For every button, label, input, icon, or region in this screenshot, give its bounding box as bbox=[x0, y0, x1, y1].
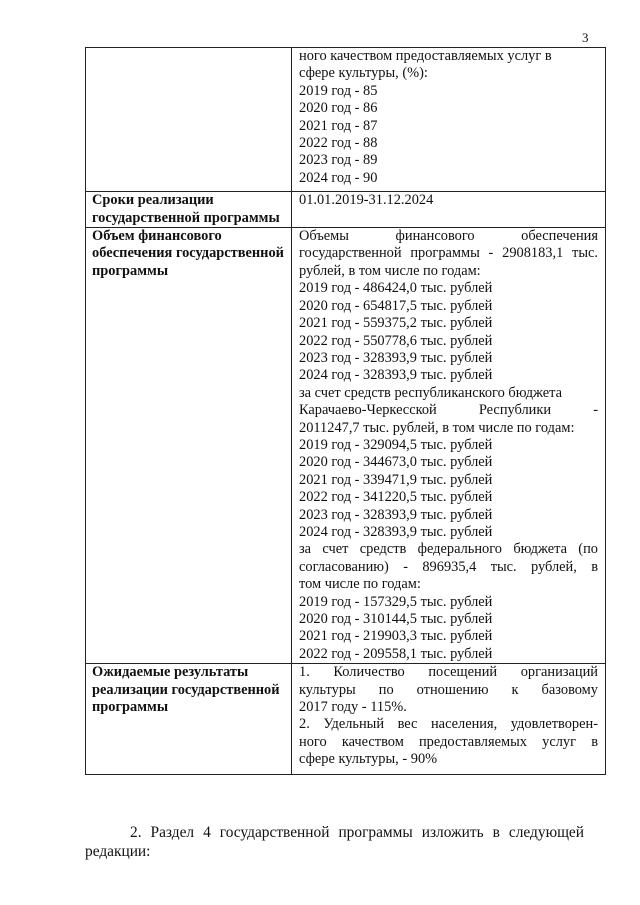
value-line: 2021 год - 339471,9 тыс. рублей bbox=[299, 471, 493, 488]
paragraph-text: 2. Раздел 4 государственной программы изложить в следующей редакции: bbox=[85, 824, 584, 860]
program-passport-table bbox=[85, 47, 606, 775]
table-row-indicator-continuation bbox=[86, 48, 606, 192]
table-row-terms bbox=[86, 192, 606, 228]
value-line: 2024 год - 328393,9 тыс. рублей bbox=[299, 523, 493, 540]
value-line: 2019 год - 157329,5 тыс. рублей bbox=[299, 593, 493, 610]
value-line: 2019 год - 85 bbox=[299, 82, 378, 99]
value-line: сфере культуры, (%): bbox=[299, 65, 428, 82]
row-label: Сроки реализации государственной программы bbox=[86, 192, 292, 228]
value-line: 2022 год - 209558,1 тыс. рублей bbox=[299, 645, 493, 662]
table-row-expected-results bbox=[86, 664, 606, 775]
value-line: Объемы финансового обеспечения государственной программы - 2908183,1 тыс. bbox=[299, 228, 598, 262]
row-label: Объем финансового обеспечения государственной программы bbox=[86, 228, 292, 664]
value-line: 2022 год - 550778,6 тыс. рублей bbox=[299, 332, 493, 349]
row-value bbox=[292, 192, 606, 228]
value-line: 2024 год - 90 bbox=[299, 169, 378, 186]
table-row-funding bbox=[86, 228, 606, 664]
value-line: том числе по годам: bbox=[299, 576, 421, 593]
value-line: 2019 год - 486424,0 тыс. рублей bbox=[299, 280, 493, 297]
value-line: 2011247,7 тыс. рублей, в том числе по годам: bbox=[299, 419, 575, 436]
value-line: 2019 год - 329094,5 тыс. рублей bbox=[299, 436, 493, 453]
row-label-empty bbox=[86, 48, 292, 192]
row-label: Ожидаемые результаты реализации государственной программы bbox=[86, 664, 292, 775]
value-line: 2020 год - 86 bbox=[299, 100, 378, 117]
value-line: 2022 год - 341220,5 тыс. рублей bbox=[299, 489, 493, 506]
value-line: согласованию) - 896935,4 тыс. рублей, в bbox=[299, 558, 598, 575]
value-line: 2020 год - 310144,5 тыс. рублей bbox=[299, 611, 493, 627]
value-line: 2021 год - 87 bbox=[299, 117, 378, 134]
value-line: рублей, в том числе по годам: bbox=[299, 262, 481, 279]
value-line: 2023 год - 328393,9 тыс. рублей bbox=[299, 506, 493, 523]
value-line: 2021 год - 559375,2 тыс. рублей bbox=[299, 315, 493, 332]
value-line: ного качеством предоставляемых услуг в bbox=[299, 733, 598, 750]
value-line: 01.01.2019-31.12.2024 bbox=[299, 192, 434, 209]
value-line: 2022 год - 88 bbox=[299, 135, 378, 152]
value-line: за счет средств федерального бюджета (по bbox=[299, 541, 598, 558]
value-line: за счет средств республиканского бюджета bbox=[299, 384, 563, 401]
value-line: 2020 год - 654817,5 тыс. рублей bbox=[299, 297, 493, 314]
value-line: культуры по отношению к базовому bbox=[299, 681, 598, 698]
value-line: 2020 год - 344673,0 тыс. рублей bbox=[299, 454, 493, 471]
value-line: ного качеством предоставляемых услуг в bbox=[299, 48, 552, 64]
value-line: 2023 год - 89 bbox=[299, 152, 378, 169]
value-line: 2023 год - 328393,9 тыс. рублей bbox=[299, 349, 493, 366]
amendment-paragraph bbox=[85, 823, 584, 861]
value-line: 2017 году - 115%. bbox=[299, 699, 407, 716]
value-line: 1. Количество посещений организаций bbox=[299, 664, 598, 681]
value-line: 2. Удельный вес населения, удовлетворен- bbox=[299, 716, 598, 733]
value-line: 2024 год - 328393,9 тыс. рублей bbox=[299, 367, 493, 384]
row-value bbox=[292, 664, 606, 775]
row-value bbox=[292, 228, 606, 664]
value-line: 2021 год - 219903,3 тыс. рублей bbox=[299, 628, 493, 645]
value-line: Карачаево-Черкесской Республики - bbox=[299, 402, 598, 419]
row-value bbox=[292, 48, 606, 192]
page-number: 3 bbox=[582, 30, 589, 45]
value-line: сфере культуры, - 90% bbox=[299, 751, 438, 768]
